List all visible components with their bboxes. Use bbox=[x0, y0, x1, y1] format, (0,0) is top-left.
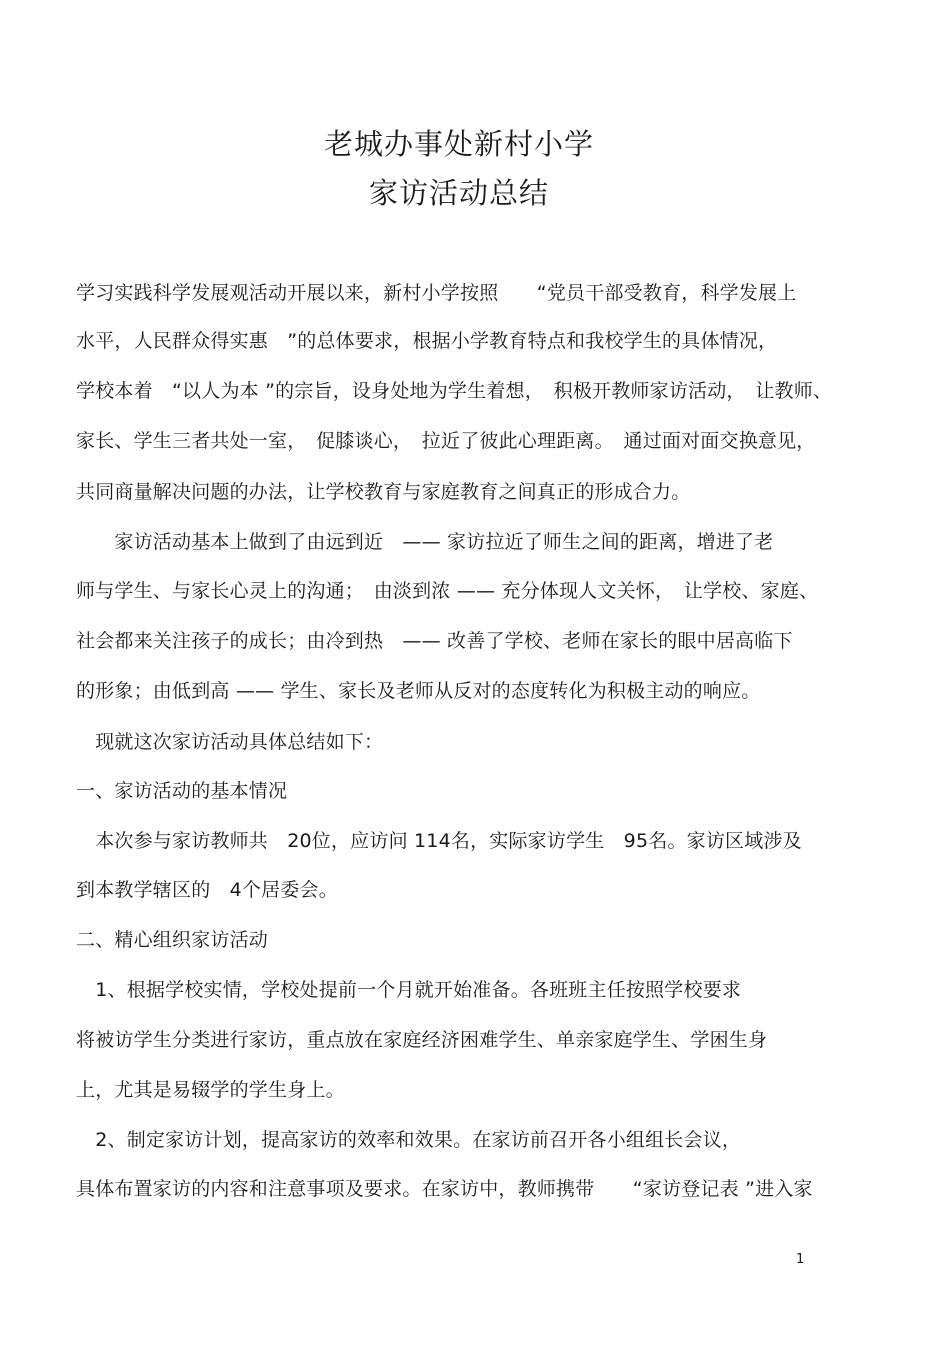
body-line: 具体布置家访的内容和注意事项及要求。在家访中，教师携带 “家访登记表 ”进入家 bbox=[76, 1178, 813, 1200]
body-line: 2、制定家访计划，提高家访的效率和效果。在家访前召开各小组组长会议， bbox=[76, 1129, 742, 1151]
body-line: 将被访学生分类进行家访，重点放在家庭经济困难学生、单亲家庭学生、学困生身 bbox=[76, 1029, 768, 1051]
body-line: 现就这次家访活动具体总结如下： bbox=[76, 731, 384, 753]
body-line: 学校本着 “以人为本 ”的宗旨，设身处地为学生着想， 积极开教师家访活动， 让教师、 bbox=[76, 380, 833, 402]
section-heading: 二、精心组织家访活动 bbox=[76, 929, 269, 951]
page-number: 1 bbox=[796, 1252, 805, 1267]
body-line: 1、根据学校实情，学校处提前一个月就开始准备。各班班主任按照学校要求 bbox=[76, 979, 742, 1001]
body-line: 社会都来关注孩子的成长；由冷到热 —— 改善了学校、老师在家长的眼中居高临下 bbox=[76, 630, 793, 652]
body-line: 本次参与家访教师共 20位，应访问 114名，实际家访学生 95名。家访区域涉及 bbox=[76, 830, 802, 852]
body-line: 的形象；由低到高 —— 学生、家长及老师从反对的态度转化为积极主动的响应。 bbox=[76, 680, 761, 702]
section-heading: 一、家访活动的基本情况 bbox=[76, 780, 288, 802]
body-line: 学习实践科学发展观活动开展以来，新村小学按照 “党员干部受教育，科学发展上 bbox=[76, 282, 797, 304]
body-line: 家长、学生三者共处一室， 促膝谈心， 拉近了彼此心理距离。 通过面对面交换意见， bbox=[76, 430, 816, 452]
body-line: 共同商量解决问题的办法，让学校教育与家庭教育之间真正的形成合力。 bbox=[76, 481, 691, 503]
body-line: 家访活动基本上做到了由远到近 —— 家访拉近了师生之间的距离，增进了老 bbox=[76, 531, 774, 553]
document-title-school: 老城办事处新村小学 bbox=[323, 127, 594, 161]
body-line: 师与学生、与家长心灵上的沟通； 由淡到浓 —— 充分体现人文关怀， 让学校、家庭、 bbox=[76, 580, 819, 602]
body-line: 水平，人民群众得实惠 ”的总体要求，根据小学教育特点和我校学生的具体情况， bbox=[76, 330, 778, 352]
document-title-summary: 家访活动总结 bbox=[368, 176, 549, 210]
body-line: 到本教学辖区的 4个居委会。 bbox=[76, 879, 338, 901]
body-line: 上，尤其是易辍学的学生身上。 bbox=[76, 1079, 345, 1101]
